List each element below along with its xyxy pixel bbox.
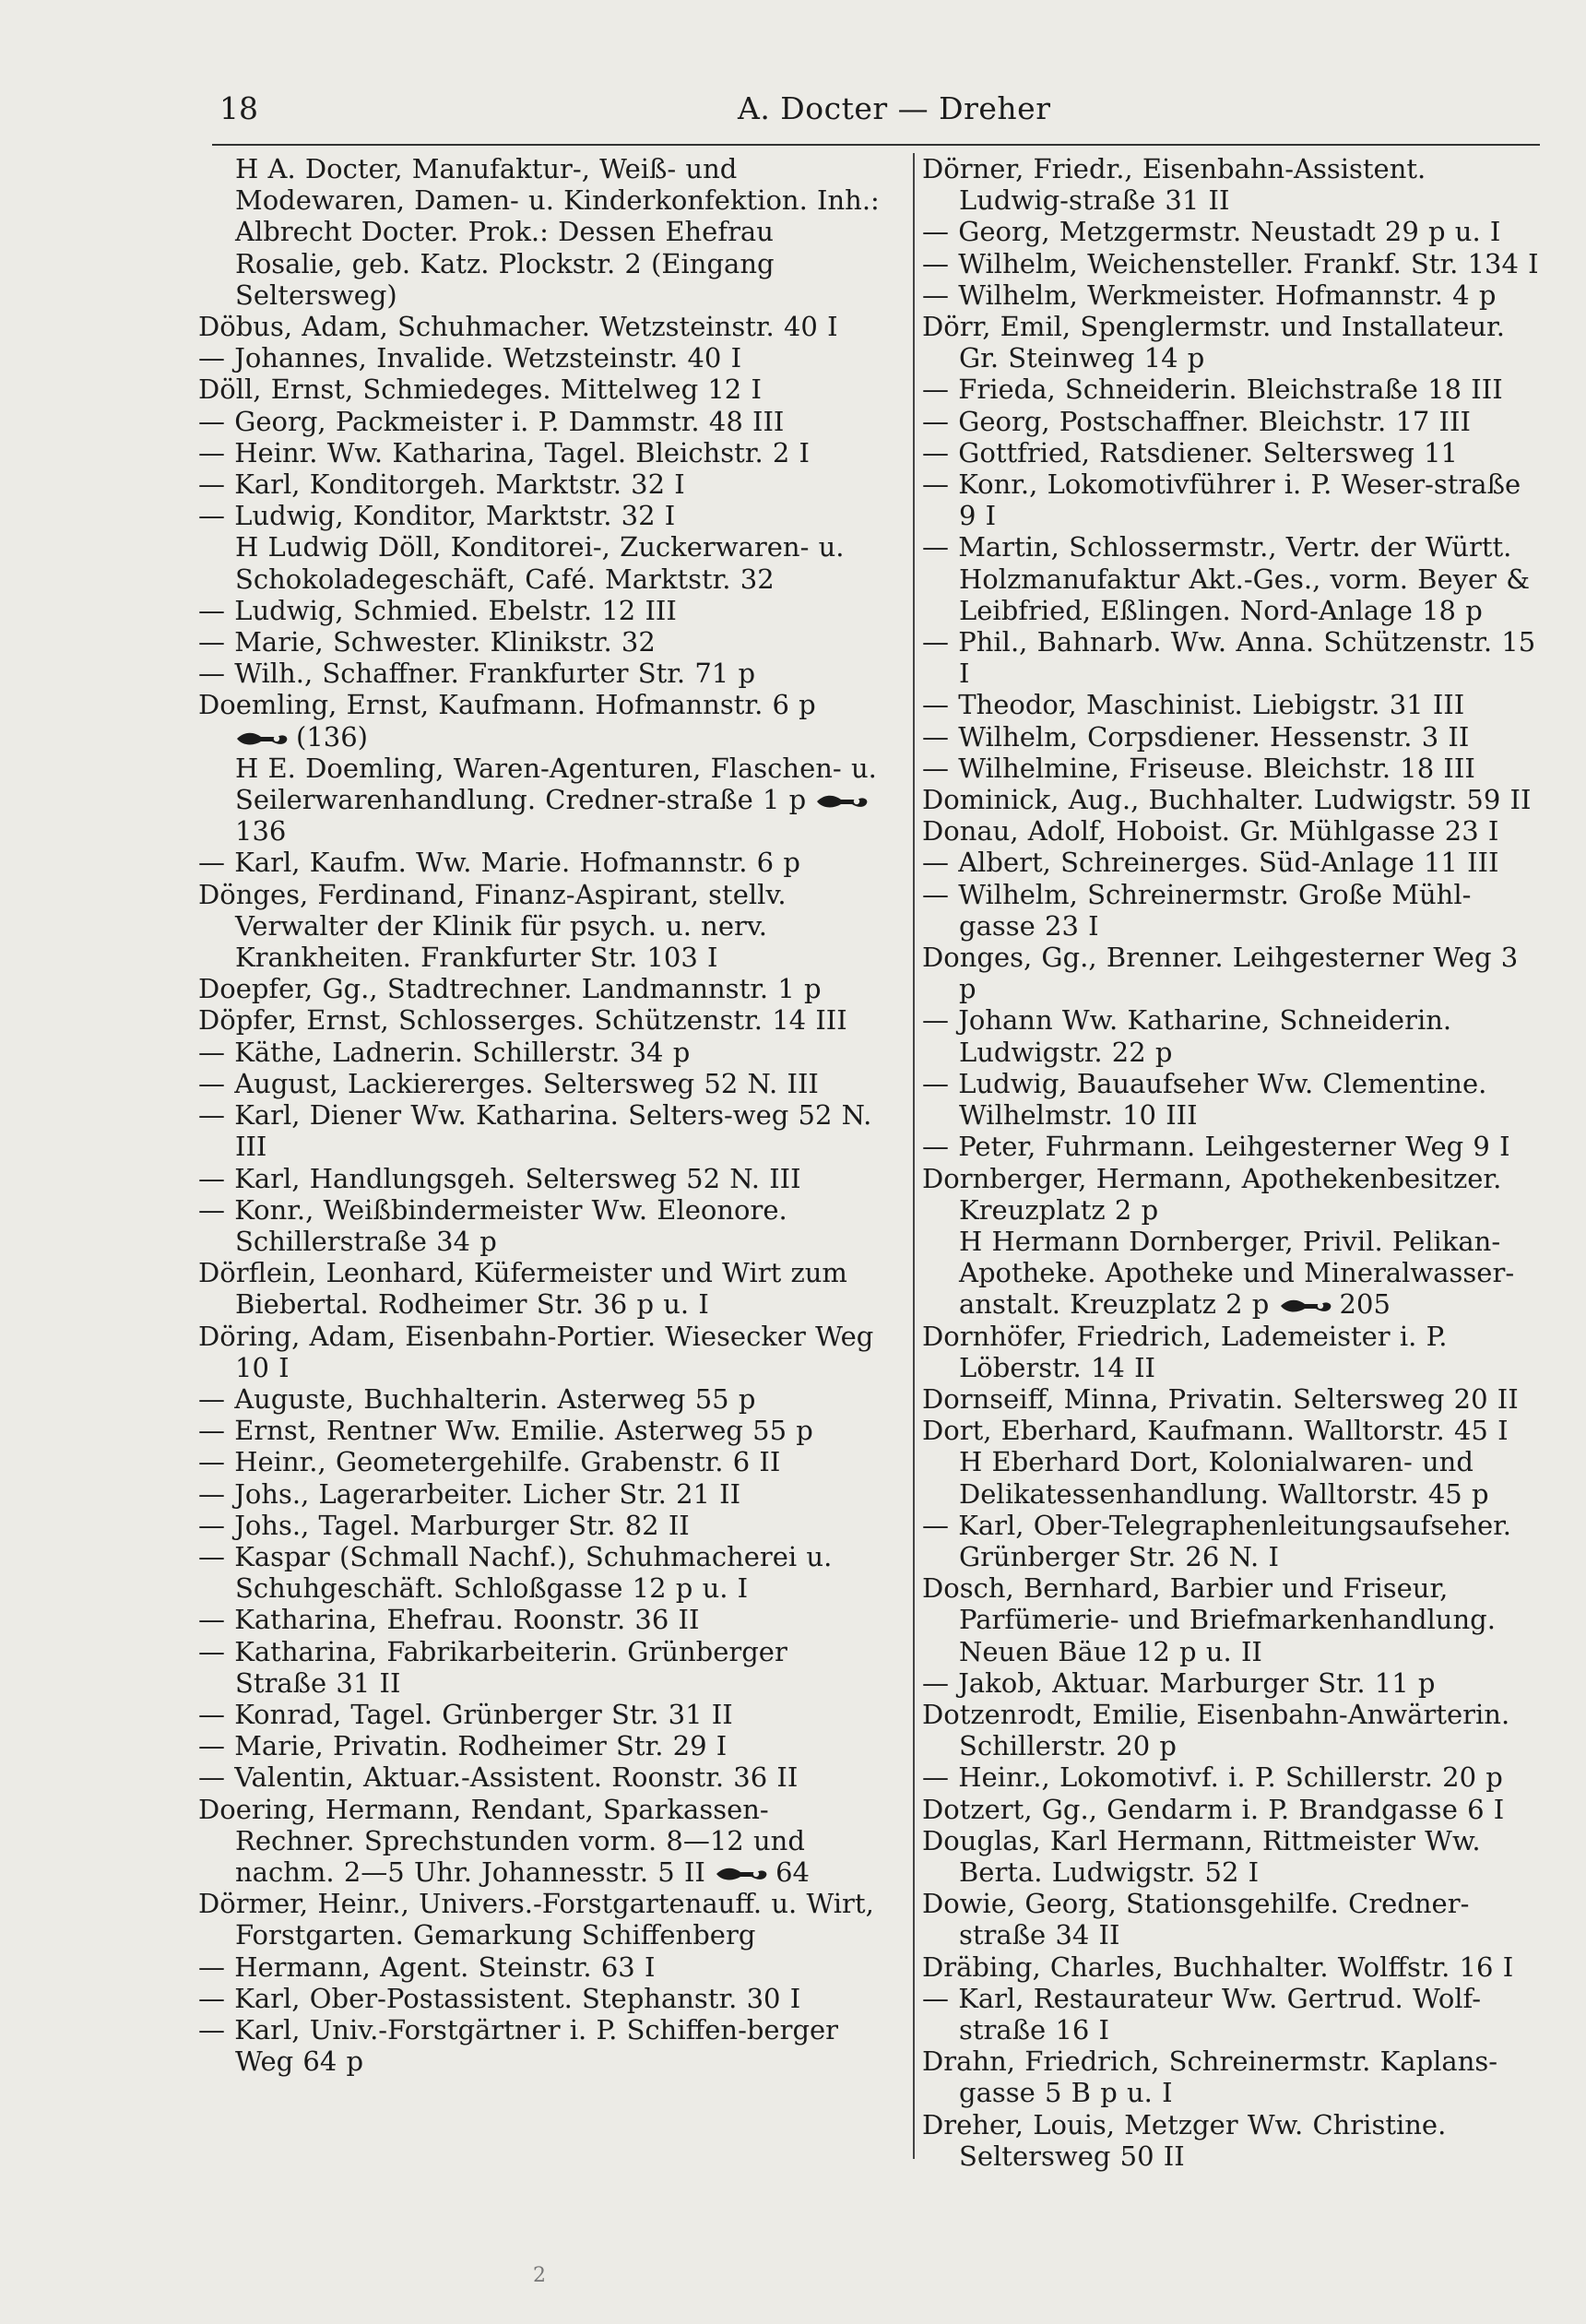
entry-text: — Hermann, Agent. Steinstr. 63 I bbox=[198, 1951, 656, 1983]
entry-text: Dominick, Aug., Buchhalter. Ludwigstr. 59 II bbox=[922, 784, 1532, 816]
directory-entry bbox=[922, 279, 1540, 311]
entry-text: Dosch, Bernhard, Barbier und Friseur, Parfümerie- und Briefmarkenhandlung. Neuen Bäue 12 p u. II bbox=[922, 1572, 1496, 1667]
entry-text: — Theodor, Maschinist. Liebigstr. 31 III bbox=[922, 689, 1465, 721]
directory-entry bbox=[198, 626, 882, 658]
firm-entry bbox=[922, 1226, 1540, 1321]
entry-text: Dreher, Louis, Metzger Ww. Christine. Seltersweg 50 II bbox=[922, 2108, 1447, 2172]
directory-entry bbox=[198, 374, 882, 405]
entry-text: — Georg, Packmeister i. P. Dammstr. 48 III bbox=[198, 405, 785, 437]
entry-text: Doemling, Ernst, Kaufmann. Hofmannstr. 6 p bbox=[198, 689, 816, 721]
directory-entry bbox=[922, 721, 1540, 753]
entry-text: — Albert, Schreinerges. Süd-Anlage 11 III bbox=[922, 847, 1499, 879]
directory-entry bbox=[922, 406, 1540, 437]
entry-text: — Karl, Diener Ww. Katharina. Selters-weg 52 N. III bbox=[198, 1099, 872, 1163]
directory-entry bbox=[922, 1761, 1540, 1793]
entry-text: Döpfer, Ernst, Schlosserges. Schützenstr. 14 III bbox=[198, 1004, 847, 1037]
directory-entry bbox=[198, 658, 882, 689]
entry-text: — Konr., Lokomotivführer i. P. Weser-straße 9 I bbox=[922, 468, 1521, 532]
directory-entry bbox=[922, 1825, 1540, 1888]
entry-text: — Johs., Lagerarbeiter. Licher Str. 21 II bbox=[198, 1477, 741, 1510]
entry-text: — Johann Ww. Katharine, Schneiderin. Ludwigstr. 22 p bbox=[922, 1004, 1452, 1068]
directory-entry bbox=[922, 1951, 1540, 1983]
phone-number: (136) bbox=[296, 720, 368, 753]
directory-entry bbox=[922, 847, 1540, 878]
entry-text: Dönges, Ferdinand, Finanz-Aspirant, stellv. Verwalter der Klinik für psych. u. nerv. Krankheiten. Frankfurter Str. 103 I bbox=[198, 878, 787, 974]
entry-text: — Heinr., Geometergehilfe. Grabenstr. 6 II bbox=[198, 1446, 781, 1478]
directory-entry bbox=[922, 1163, 1540, 1226]
entry-text: — Georg, Postschaffner. Bleichstr. 17 III bbox=[922, 405, 1471, 437]
entry-text: Dräbing, Charles, Buchhalter. Wolffstr. 16 I bbox=[922, 1951, 1514, 1983]
entry-text: Dörr, Emil, Spenglermstr. und Installateur. Gr. Steinweg 14 p bbox=[922, 311, 1505, 374]
entry-text: — Ludwig, Bauaufseher Ww. Clementine. Wilhelmstr. 10 III bbox=[922, 1067, 1487, 1132]
directory-entry bbox=[198, 1478, 882, 1510]
directory-entry bbox=[198, 1415, 882, 1446]
firm-entry bbox=[198, 531, 882, 594]
directory-entry bbox=[198, 1636, 882, 1699]
entry-text: — Wilh., Schaffner. Frankfurter Str. 71 p bbox=[198, 658, 756, 690]
entry-text: — Karl, Ober-Telegraphenleitungsaufseher. Grünberger Str. 26 N. I bbox=[922, 1509, 1512, 1572]
page-header bbox=[212, 90, 1540, 146]
directory-entry bbox=[922, 1667, 1540, 1699]
directory-entry bbox=[922, 689, 1540, 720]
entry-text: Dotzenrodt, Emilie, Eisenbahn-Anwärterin. Schillerstr. 20 p bbox=[922, 1698, 1510, 1762]
entry-text: Drahn, Friedrich, Schreinermstr. Kaplans-gasse 5 B p u. I bbox=[922, 2045, 1498, 2109]
directory-entry bbox=[198, 1383, 882, 1415]
entry-text: — Konrad, Tagel. Grünberger Str. 31 II bbox=[198, 1698, 733, 1730]
directory-entry bbox=[922, 1510, 1540, 1572]
entry-text: — Wilhelm, Schreinermstr. Große Mühl-gasse 23 I bbox=[922, 878, 1472, 942]
entry-text: — Kaspar (Schmall Nachf.), Schuhmacherei u. Schuhgeschäft. Schloßgasse 12 p u. I bbox=[198, 1540, 833, 1605]
directory-entry bbox=[922, 531, 1540, 626]
entry-text: — Heinr. Ww. Katharina, Tagel. Bleichstr. 2 I bbox=[198, 436, 811, 468]
entry-text: — Georg, Metzgermstr. Neustadt 29 p u. I bbox=[922, 216, 1501, 248]
entry-text: — Konr., Weißbindermeister Ww. Eleonore. Schillerstraße 34 p bbox=[198, 1193, 787, 1257]
directory-entry bbox=[198, 1699, 882, 1730]
entry-text: — Käthe, Ladnerin. Schillerstr. 34 p bbox=[198, 1036, 691, 1068]
directory-entry bbox=[198, 1037, 882, 1068]
directory-entry bbox=[922, 879, 1540, 942]
entry-text: H Eberhard Dort, Kolonialwaren- und Delikatessenhandlung. Walltorstr. 45 p bbox=[959, 1446, 1489, 1510]
directory-entry bbox=[198, 468, 882, 500]
column-divider bbox=[913, 153, 915, 2159]
entry-text: Doering, Hermann, Rendant, Sparkassen-Rechner. Sprechstunden vorm. 8—12 und nachm. 2—5 Uhr. Johannesstr. 5 II bbox=[198, 1793, 805, 1888]
entry-text: Dornseiff, Minna, Privatin. Seltersweg 20 II bbox=[922, 1382, 1519, 1415]
entry-text: — Wilhelm, Corpsdiener. Hessenstr. 3 II bbox=[922, 720, 1470, 753]
directory-entry bbox=[922, 2045, 1540, 2108]
directory-entry bbox=[198, 1730, 882, 1761]
telephone-icon bbox=[235, 729, 290, 748]
directory-entry bbox=[922, 374, 1540, 405]
page-number: 18 bbox=[219, 90, 258, 126]
entry-text: — August, Lackiererges. Seltersweg 52 N. III bbox=[198, 1067, 819, 1099]
entry-text: Dowie, Georg, Stationsgehilfe. Credner-straße 34 II bbox=[922, 1888, 1470, 1951]
directory-entry bbox=[922, 1068, 1540, 1131]
phone-number: 205 bbox=[1339, 1288, 1391, 1321]
directory-entry bbox=[922, 216, 1540, 247]
entry-text: — Katharina, Ehefrau. Roonstr. 36 II bbox=[198, 1604, 700, 1636]
entry-text: Donau, Adolf, Hoboist. Gr. Mühlgasse 23 I bbox=[922, 815, 1499, 848]
footer-mark: 2 bbox=[533, 2264, 546, 2287]
directory-entry bbox=[198, 1510, 882, 1541]
directory-entry bbox=[198, 1794, 882, 1889]
directory-entry bbox=[198, 1321, 882, 1383]
entry-text: — Martin, Schlossermstr., Vertr. der Württ. Holzmanufaktur Akt.-Ges., vorm. Beyer & Leibfried, Eßlingen. Nord-Anlage 18 p bbox=[922, 531, 1531, 626]
directory-entry bbox=[198, 500, 882, 531]
entry-text: — Karl, Kaufm. Ww. Marie. Hofmannstr. 6 p bbox=[198, 847, 800, 879]
entry-text: Dotzert, Gg., Gendarm i. P. Brandgasse 6 I bbox=[922, 1793, 1505, 1825]
entry-text: Döring, Adam, Eisenbahn-Portier. Wiesecker Weg 10 I bbox=[198, 1320, 874, 1383]
directory-entry bbox=[922, 1572, 1540, 1667]
entry-text: — Karl, Univ.-Forstgärtner i. P. Schiffen-berger Weg 64 p bbox=[198, 2013, 839, 2078]
directory-entry bbox=[922, 1699, 1540, 1761]
directory-entry bbox=[198, 311, 882, 342]
directory-entry bbox=[198, 406, 882, 437]
directory-entry bbox=[198, 1604, 882, 1635]
directory-entry bbox=[198, 342, 882, 374]
entry-text: Douglas, Karl Hermann, Rittmeister Ww. Berta. Ludwigstr. 52 I bbox=[922, 1824, 1481, 1888]
entry-text: H Hermann Dornberger, Privil. Pelikan-Apotheke. Apotheke und Mineralwasser-anstalt. Kreuzplatz 2 p bbox=[959, 1225, 1515, 1321]
directory-entry bbox=[922, 311, 1540, 374]
directory-entry bbox=[198, 1194, 882, 1257]
directory-entry bbox=[922, 1004, 1540, 1067]
directory-entry bbox=[198, 879, 882, 974]
entry-text: — Auguste, Buchhalterin. Asterweg 55 p bbox=[198, 1382, 756, 1415]
entry-text: — Ernst, Rentner Ww. Emilie. Asterweg 55 p bbox=[198, 1415, 813, 1447]
entry-text: Dörflein, Leonhard, Küfermeister und Wirt zum Biebertal. Rodheimer Str. 36 p u. I bbox=[198, 1257, 847, 1321]
directory-entry bbox=[922, 1321, 1540, 1383]
entry-text: Donges, Gg., Brenner. Leihgesterner Weg 3 p bbox=[922, 942, 1519, 1005]
entry-text: Dörner, Friedr., Eisenbahn-Assistent. Ludwig-straße 31 II bbox=[922, 153, 1426, 217]
directory-entry bbox=[922, 753, 1540, 784]
entry-text: — Ludwig, Konditor, Marktstr. 32 I bbox=[198, 500, 676, 532]
entry-text: Doepfer, Gg., Stadtrechner. Landmannstr. 1 p bbox=[198, 973, 822, 1005]
telephone-icon bbox=[715, 1865, 770, 1883]
entry-text: — Peter, Fuhrmann. Leihgesterner Weg 9 I bbox=[922, 1131, 1510, 1163]
phone-number: 136 bbox=[235, 815, 287, 848]
phone-number: 64 bbox=[775, 1856, 810, 1888]
directory-entry bbox=[922, 626, 1540, 689]
left-column bbox=[198, 153, 882, 2077]
entry-text: — Wilhelm, Werkmeister. Hofmannstr. 4 p bbox=[922, 279, 1497, 311]
entry-text: — Wilhelm, Weichensteller. Frankf. Str. 134 I bbox=[922, 247, 1539, 279]
directory-entry bbox=[922, 1383, 1540, 1415]
entry-text: — Karl, Ober-Postassistent. Stephanstr. 30 I bbox=[198, 1982, 801, 2014]
right-column bbox=[922, 153, 1540, 2172]
entry-text: — Jakob, Aktuar. Marburger Str. 11 p bbox=[922, 1666, 1436, 1699]
entry-text: Dort, Eberhard, Kaufmann. Walltorstr. 45 I bbox=[922, 1415, 1509, 1447]
directory-entry bbox=[198, 689, 882, 752]
directory-entry bbox=[922, 248, 1540, 279]
directory-entry bbox=[198, 1163, 882, 1194]
directory-entry bbox=[198, 973, 882, 1004]
entry-text: — Marie, Schwester. Klinikstr. 32 bbox=[198, 626, 656, 658]
directory-entry bbox=[198, 1068, 882, 1099]
entry-text: — Karl, Restaurateur Ww. Gertrud. Wolf-straße 16 I bbox=[922, 1982, 1482, 2045]
directory-entry bbox=[922, 1415, 1540, 1446]
entry-text: — Frieda, Schneiderin. Bleichstraße 18 III bbox=[922, 374, 1503, 406]
entry-text: — Phil., Bahnarb. Ww. Anna. Schützenstr. 15 I bbox=[922, 626, 1536, 690]
firm-entry bbox=[198, 753, 882, 848]
directory-entry bbox=[198, 847, 882, 878]
directory-entry bbox=[198, 1541, 882, 1604]
directory-entry bbox=[198, 1004, 882, 1036]
directory-entry bbox=[198, 2014, 882, 2077]
entry-text: — Heinr., Lokomotivf. i. P. Schillerstr. 20 p bbox=[922, 1761, 1503, 1794]
entry-text: H Ludwig Döll, Konditorei-, Zuckerwaren- u. Schokoladegeschäft, Café. Marktstr. 32 bbox=[235, 531, 845, 595]
directory-entry bbox=[922, 815, 1540, 847]
directory-entry bbox=[198, 1099, 882, 1162]
entry-text: Döbus, Adam, Schuhmacher. Wetzsteinstr. 40 I bbox=[198, 311, 838, 343]
entry-text: — Gottfried, Ratsdiener. Seltersweg 11 bbox=[922, 436, 1458, 468]
directory-entry bbox=[922, 784, 1540, 815]
firm-entry bbox=[198, 153, 882, 311]
telephone-icon bbox=[815, 792, 870, 811]
directory-entry bbox=[922, 1131, 1540, 1162]
entry-text: Dörmer, Heinr., Univers.-Forstgartenauff. u. Wirt, Forstgarten. Gemarkung Schiffenberg bbox=[198, 1888, 874, 1951]
running-head: A. Docter — Dreher bbox=[738, 90, 1051, 126]
directory-entry bbox=[922, 1794, 1540, 1825]
telephone-icon bbox=[1279, 1297, 1334, 1315]
directory-entry bbox=[198, 1983, 882, 2014]
directory-entry bbox=[922, 437, 1540, 468]
entry-text: — Valentin, Aktuar.-Assistent. Roonstr. 36 II bbox=[198, 1761, 799, 1794]
entry-text: Döll, Ernst, Schmiedeges. Mittelweg 12 I bbox=[198, 374, 762, 406]
entry-text: — Johannes, Invalide. Wetzsteinstr. 40 I bbox=[198, 342, 742, 374]
directory-entry bbox=[198, 1888, 882, 1951]
directory-entry bbox=[198, 437, 882, 468]
directory-entry bbox=[922, 1983, 1540, 2045]
directory-entry bbox=[922, 1888, 1540, 1951]
entry-text: — Johs., Tagel. Marburger Str. 82 II bbox=[198, 1509, 690, 1541]
entry-text: Dornhöfer, Friedrich, Lademeister i. P. Löberstr. 14 II bbox=[922, 1320, 1448, 1383]
directory-entry bbox=[198, 1951, 882, 1983]
entry-text: — Karl, Handlungsgeh. Seltersweg 52 N. III bbox=[198, 1162, 801, 1194]
directory-entry bbox=[922, 2109, 1540, 2172]
directory-entry bbox=[198, 1257, 882, 1320]
entry-text: H E. Doemling, Waren-Agenturen, Flaschen- u. Seilerwarenhandlung. Credner-straße 1 p bbox=[235, 752, 877, 816]
entry-text: — Ludwig, Schmied. Ebelstr. 12 III bbox=[198, 594, 677, 626]
directory-entry bbox=[922, 153, 1540, 216]
firm-entry bbox=[922, 1446, 1540, 1509]
entry-text: H A. Docter, Manufaktur-, Weiß- und Modewaren, Damen- u. Kinderkonfektion. Inh.: Albrecht Docter. Prok.: Dessen Ehefrau Rosalie, geb. Katz. Plockstr. 2 (Eingang Seltersweg) bbox=[235, 153, 880, 311]
directory-entry bbox=[922, 468, 1540, 531]
directory-entry bbox=[198, 595, 882, 626]
entry-text: — Karl, Konditorgeh. Marktstr. 32 I bbox=[198, 468, 685, 501]
entry-text: — Katharina, Fabrikarbeiterin. Grünberger Straße 31 II bbox=[198, 1635, 787, 1699]
entry-text: — Marie, Privatin. Rodheimer Str. 29 I bbox=[198, 1730, 728, 1762]
directory-entry bbox=[198, 1446, 882, 1477]
directory-entry bbox=[922, 942, 1540, 1004]
entry-text: Dornberger, Hermann, Apothekenbesitzer. Kreuzplatz 2 p bbox=[922, 1162, 1502, 1226]
directory-entry bbox=[198, 1761, 882, 1793]
entry-text: — Wilhelmine, Friseuse. Bleichstr. 18 III bbox=[922, 752, 1475, 784]
